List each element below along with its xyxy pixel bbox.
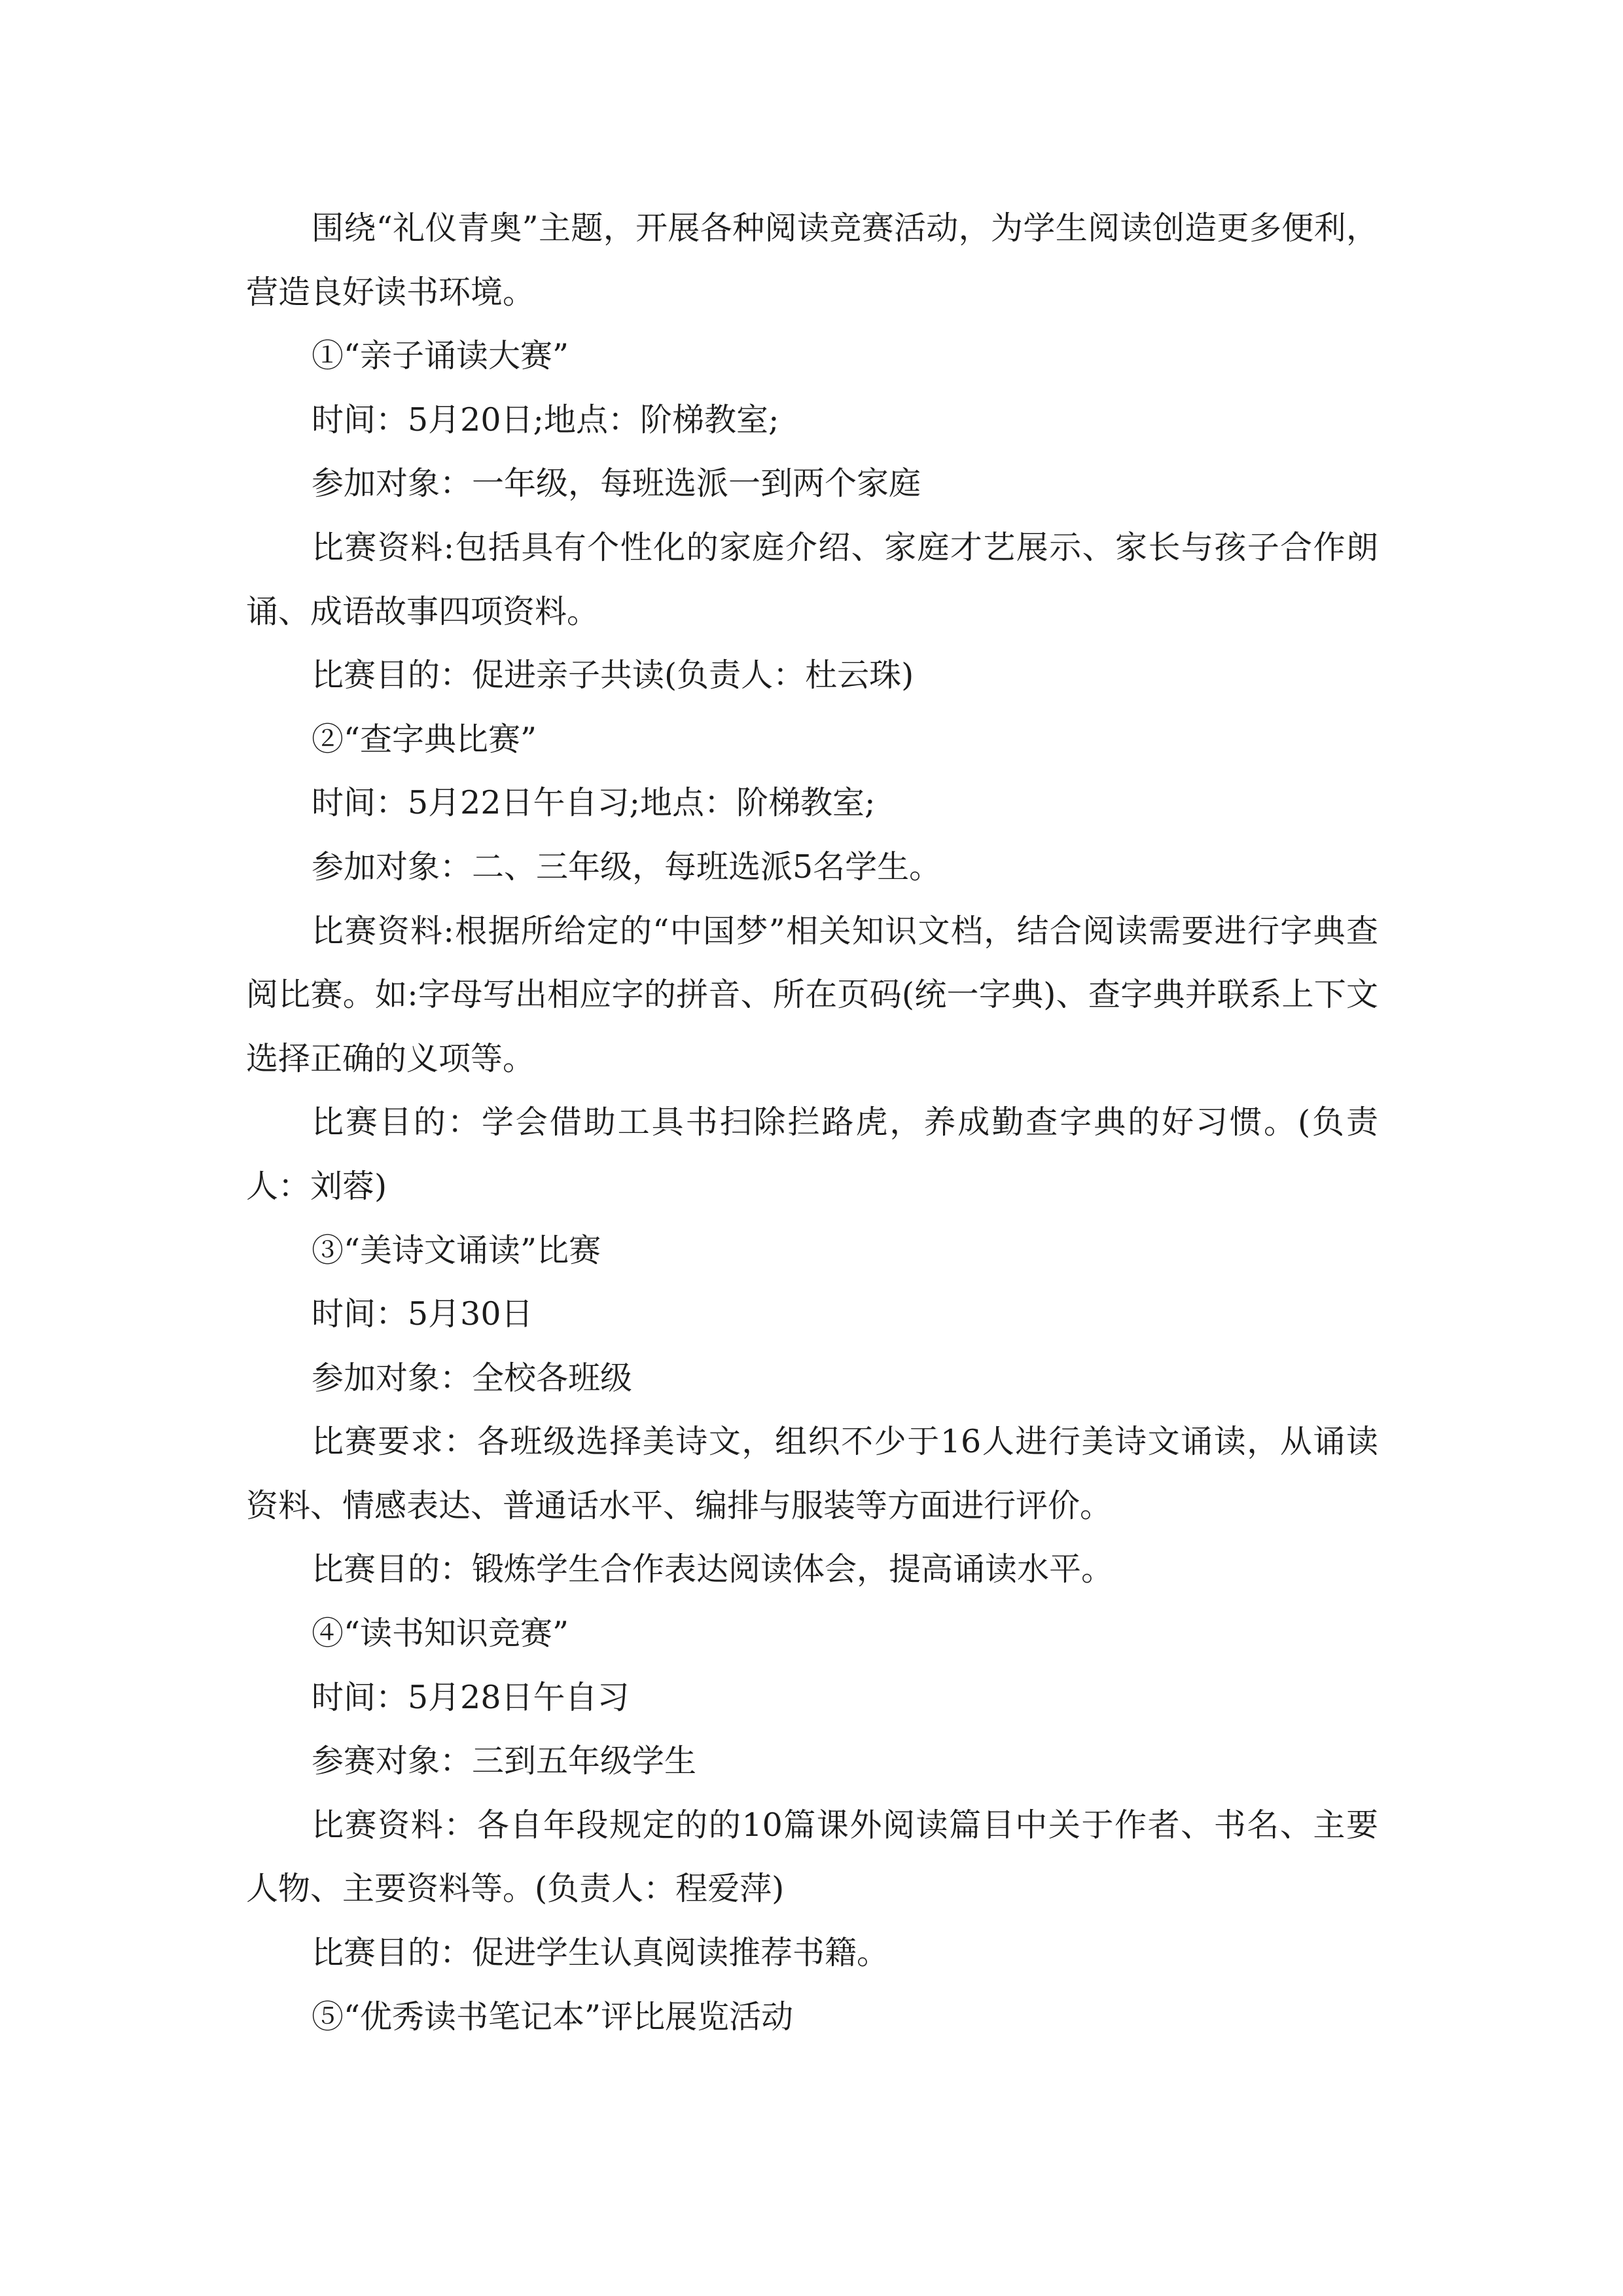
event-participants: 参加对象：二、三年级，每班选派5名学生。 [312, 848, 942, 886]
section-heading: ②“查字典比赛” [312, 720, 537, 758]
event-time: 时间：5月22日午自习;地点：阶梯教室; [312, 784, 876, 822]
event-requirements: 比赛要求：各班级选择美诗文，组织不少于16人进行美诗文诵读，从诵读资料、情感表达、普通话水平、编排与服装等方面进行评价。 [246, 1423, 1378, 1524]
event-materials: 比赛资料：各自年段规定的的10篇课外阅读篇目中关于作者、书名、主要人物、主要资料等。(负责人：程爱萍) [246, 1806, 1378, 1908]
event-materials: 比赛资料:根据所给定的“中国梦”相关知识文档，结合阅读需要进行字典查阅比赛。如:字母写出相应字的拼音、所在页码(统一字典)、查字典并联系上下文选择正确的义项等。 [246, 912, 1378, 1077]
section-heading: ③“美诗文诵读”比赛 [312, 1231, 601, 1269]
section-heading: ⑤“优秀读书笔记本”评比展览活动 [312, 1998, 794, 2036]
event-materials: 比赛资料:包括具有个性化的家庭介绍、家庭才艺展示、家长与孩子合作朗诵、成语故事四项资料。 [246, 528, 1378, 630]
event-time: 时间：5月30日 [312, 1295, 533, 1333]
document-body [246, 196, 1378, 2049]
event-participants: 参赛对象：三到五年级学生 [312, 1742, 697, 1780]
event-purpose: 比赛目的：学会借助工具书扫除拦路虎，养成勤查字典的好习惯。(负责人：刘蓉) [246, 1103, 1378, 1205]
event-time: 时间：5月28日午自习 [312, 1678, 630, 1716]
section-heading: ④“读书知识竞赛” [312, 1615, 569, 1653]
event-purpose: 比赛目的：锻炼学生合作表达阅读体会，提高诵读水平。 [312, 1551, 1114, 1588]
event-purpose: 比赛目的：促进亲子共读(负责人：杜云珠) [312, 656, 914, 694]
section-heading: ①“亲子诵读大赛” [312, 337, 569, 375]
event-participants: 参加对象：全校各班级 [312, 1359, 633, 1397]
event-time: 时间：5月20日;地点：阶梯教室; [312, 401, 779, 439]
intro-paragraph: 围绕“礼仪青奥”主题，开展各种阅读竞赛活动，为学生阅读创造更多便利，营造良好读书环境。 [246, 209, 1378, 311]
event-participants: 参加对象：一年级，每班选派一到两个家庭 [312, 465, 921, 503]
event-purpose: 比赛目的：促进学生认真阅读推荐书籍。 [312, 1934, 889, 1972]
